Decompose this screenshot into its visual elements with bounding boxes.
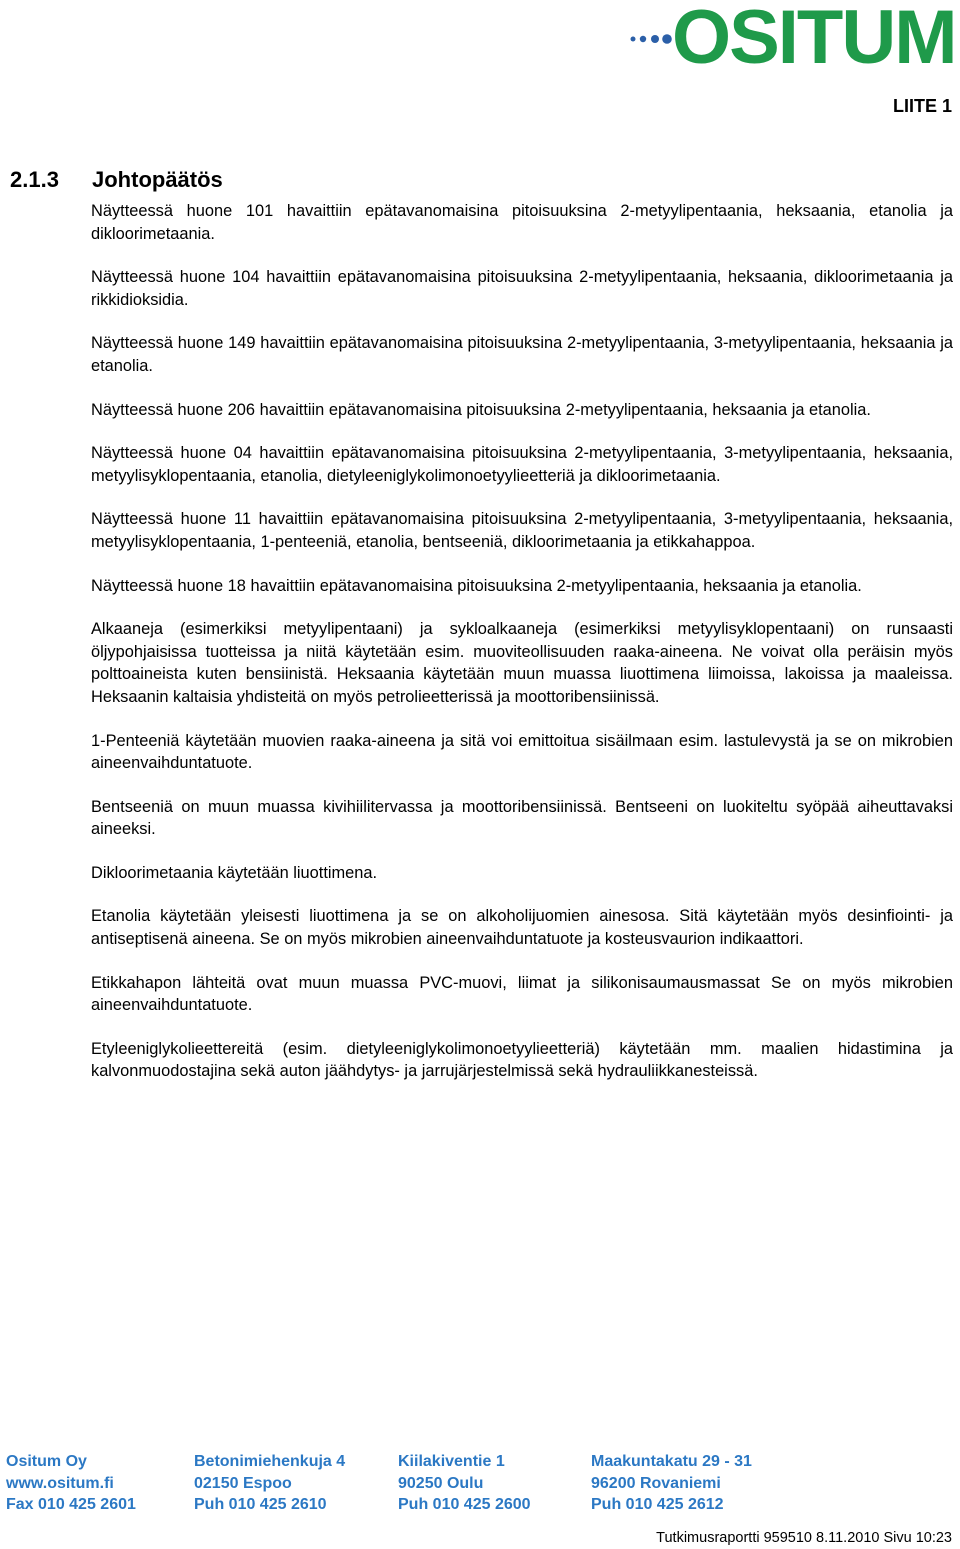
paragraph: Etanolia käytetään yleisesti liuottimena ja se on alkoholijuomien ainesosa. Sitä käytetään myös desinfiointi- ja antiseptisenä aineena. Se on myös mikrobien aineenvaihduntatuote ja kosteusvaurion indikaattori. xyxy=(91,907,953,949)
footer-line: Puh 010 425 2600 xyxy=(398,1496,531,1514)
paragraph: Näytteessä huone 18 havaittiin epätavanomaisina pitoisuuksina 2-metyylipentaania, heksaania ja etanolia. xyxy=(91,576,862,595)
paragraph: Bentseeniä on muun muassa kivihiilitervassa ja moottoribensiinissä. Bentseeni on luokiteltu syöpää aiheuttavaksi aineeksi. xyxy=(91,797,953,839)
paragraph: Näytteessä huone 149 havaittiin epätavanomaisina pitoisuuksina 2-metyylipentaania, 3-metyylipentaania, heksaania ja etanolia. xyxy=(91,334,953,375)
logo-wordmark: OSITUM xyxy=(672,0,956,80)
appendix-label: LIITE 1 xyxy=(892,96,952,116)
footer-line: 90250 Oulu xyxy=(398,1474,484,1492)
body-text xyxy=(91,200,953,1104)
paragraph: 1-Penteeniä käytetään muovien raaka-aineena ja sitä voi emittoitua sisäilmaan esim. lastulevystä ja se on mikrobien aineenvaihduntatuote. xyxy=(91,731,953,773)
paragraph: Näytteessä huone 04 havaittiin epätavanomaisina pitoisuuksina 2-metyylipentaania, 3-metyylipentaania, heksaania, metyylisyklopentaania, etanolia, dietyleeniglykolimonoetyylieetteriä ja dikloorimetaania. xyxy=(91,444,953,485)
paragraph: Etyleeniglykolieettereitä (esim. dietyleeniglykolimonoetyylieetteriä) käytetään mm. maalien hidastimina ja kalvonmuodostajina sekä auton jäähdytys- ja jarrujärjestelmissä sekä hydrauliikkanesteissä. xyxy=(91,1039,953,1081)
paragraph: Näytteessä huone 206 havaittiin epätavanomaisina pitoisuuksina 2-metyylipentaania, heksaania ja etanolia. xyxy=(91,400,871,419)
footer-line: www.ositum.fi xyxy=(6,1474,114,1492)
footer-espoo xyxy=(194,1451,345,1516)
footer-line: Kiilakiventie 1 xyxy=(398,1453,505,1470)
footer-line: Betonimiehenkuja 4 xyxy=(194,1453,346,1470)
footer-rovaniemi xyxy=(591,1451,752,1516)
footer-line: Fax 010 425 2601 xyxy=(6,1496,136,1514)
footer-oulu xyxy=(398,1451,531,1516)
footer-line: Puh 010 425 2612 xyxy=(591,1496,724,1514)
footer-line: Maakuntakatu 29 - 31 xyxy=(591,1453,752,1470)
footer-line: 02150 Espoo xyxy=(194,1474,292,1492)
footer-line: Ositum Oy xyxy=(6,1453,87,1470)
paragraph: Etikkahapon lähteitä ovat muun muassa PVC-muovi, liimat ja silikonisaumausmassat Se on myös mikrobien aineenvaihduntatuote. xyxy=(91,973,953,1015)
paragraph: Näytteessä huone 104 havaittiin epätavanomaisina pitoisuuksina 2-metyylipentaania, heksaania, dikloorimetaania ja rikkidioksidia. xyxy=(91,268,953,309)
report-page-info: Tutkimusraportti 959510 8.11.2010 Sivu 10:23 xyxy=(656,1530,952,1546)
footer-contacts xyxy=(6,1451,946,1517)
footer-company xyxy=(6,1451,136,1516)
paragraph: Näytteessä huone 11 havaittiin epätavanomaisina pitoisuuksina 2-metyylipentaania, 3-metyylipentaania, heksaania, metyylisyklopentaania, 1-penteeniä, etanolia, bentseeniä, dikloorimetaania ja etikkahappoa. xyxy=(91,510,953,551)
section-title: Johtopäätös xyxy=(92,167,223,192)
logo-dots-icon xyxy=(628,32,672,46)
paragraph: Dikloorimetaania käytetään liuottimena. xyxy=(91,863,378,882)
paragraph: Näytteessä huone 101 havaittiin epätavanomaisina pitoisuuksina 2-metyylipentaania, heksaania, etanolia ja dikloorimetaania. xyxy=(91,202,953,243)
footer-line: Puh 010 425 2610 xyxy=(194,1496,327,1514)
footer-line: 96200 Rovaniemi xyxy=(591,1474,721,1492)
paragraph: Alkaaneja (esimerkiksi metyylipentaani) ja sykloalkaaneja (esimerkiksi metyylisyklopentaani) on runsaasti öljypohjaisissa tuotteissa ja niitä käytetään esim. muoviteollisuuden raaka-aineena. Ne voivat olla peräisin myös polttoaineista kuten bensiinistä. Heksaania käytetään muun muassa liuottimena liimoissa, lakoissa ja maaleissa. Heksaanin kaltaisia yhdisteitä on myös petrolieetterissä ja moottoribensiinissä. xyxy=(91,620,953,706)
section-number: 2.1.3 xyxy=(10,167,59,192)
section-heading xyxy=(10,167,223,193)
